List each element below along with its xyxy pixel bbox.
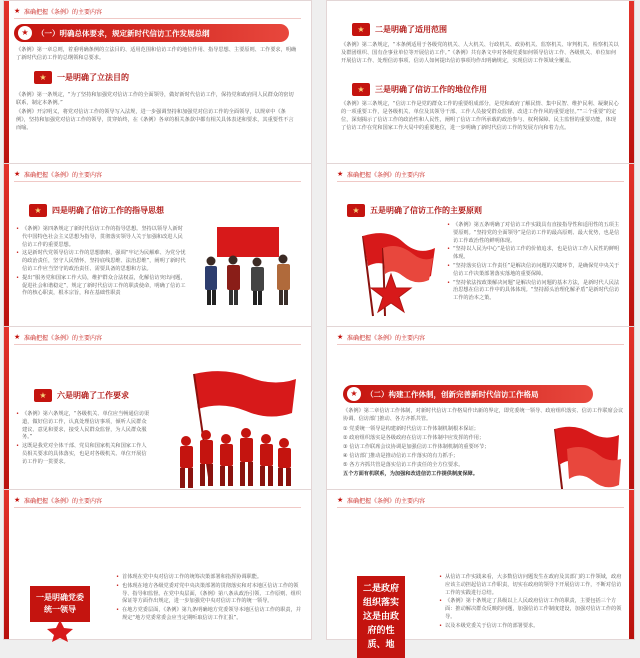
header-divider — [14, 344, 301, 345]
list-item: • “坚持以人民为中心”是信访工作的价值追求，也是信访工作人民性的鲜明体现。 — [447, 246, 623, 262]
bullet-list — [447, 222, 623, 304]
header-divider — [14, 507, 301, 508]
star-icon: ★ — [14, 495, 21, 504]
slide-header — [14, 5, 102, 17]
slide-header — [337, 494, 425, 506]
bullet-list — [116, 574, 304, 624]
paragraph — [341, 100, 621, 133]
list-item: • 《条例》第六条规定，“各级机关、单位应当畅通信访渠道，做好信访工作，认真处理信访事项，倾听人民群众建议、意见和要求，接受人民群众监督，为人民群众服务。” — [16, 411, 151, 442]
slide-2[interactable] — [326, 0, 635, 172]
list-item: • “坚持依法按政策解决问题”是解决信访问题的基本方法，是新时代人民法治思想在信访工作中的具体体现。“坚持源头治理化解矛盾”是新时代信访工作的治本之策。 — [447, 280, 623, 303]
list-item: • 这是新时代党领导信访工作的思想旗帜，强调“牢记为民解难、为党分忧的政治责任，坚守人民情怀，坚持底线思维、法治思维”，阐明了新时代信访工作应当坚守的政治责任、需要具备的思想和方法。 — [16, 250, 186, 273]
title-row — [352, 23, 447, 36]
header-label: 准确把握《条例》的主要内容 — [347, 497, 426, 505]
star-icon: ★ — [337, 169, 344, 178]
subtitle: 一是明确了立法目的 — [57, 73, 129, 82]
header-divider — [14, 18, 301, 19]
body-paragraphs — [16, 91, 298, 133]
numbered-list — [343, 425, 538, 479]
list-item: • 这既是我党对全体干部、党员和国家机关和国家工作人员相关要求的具体落实，也是对各级机关、单位开展信访工作的一贯要求。 — [16, 443, 151, 466]
paragraph — [341, 41, 621, 66]
section-title: 四是明确了信访工作的指导思想 — [52, 206, 164, 215]
slide-7[interactable] — [3, 489, 312, 640]
conclusion: 五个方面有机联系，为加强和改进信访工作提供制度保障。 — [343, 471, 478, 477]
star-icon: ★ — [14, 6, 21, 15]
title-row — [352, 83, 487, 96]
slide-header — [337, 331, 425, 343]
star-icon: ★ — [14, 332, 21, 341]
list-item: • 从信访工作实践来看，大多数信访问题发生在政府及其部门的工作领域，政府应该主动担起信访工作职责，切实在政府的领导下开展信访工作，不断对信访工作的实践进行总结。 — [439, 574, 625, 597]
slide-left-band — [4, 327, 9, 497]
list-item: • 《条例》第十条规定了县级以上人民政府信访工作的职责，主要包括三个方面：推动解决群众反映的问题，加强信访工作制度建设，加强对信访工作的领导。 — [439, 598, 625, 621]
emblem-icon: ★ — [34, 71, 52, 84]
intro-paragraph — [16, 46, 298, 63]
list-item: • 提出“服务党和国家工作大局，维护群众合法权益，化解信访突出问题，促进社会和谐稳定”，规定了新时代信访工作的职责使命，明确了信访工作的核心职责，根本宗旨，和在基础性职责 — [16, 275, 186, 298]
list-item: • “坚持落实信访工作责任”是解决信访问题的关键环节，是确保党中央关于信访工作决策部署落实落地的重要保障。 — [447, 263, 623, 279]
header-divider — [337, 181, 624, 182]
side-label-box — [357, 576, 405, 658]
section-title: 二是明确了适用范围 — [375, 25, 447, 34]
section-title: 五是明确了信访工作的主要原则 — [370, 206, 482, 215]
emblem-icon: ★ — [347, 204, 365, 217]
list-item: • 《条例》第五条明确了对信访工作实践具有直接指导性和适用性的五项主要原则。“坚持党的全面领导”是信访工作的最高原则、最大优势，也是信访工作政治性的鲜明体现。 — [447, 222, 623, 245]
slide-5[interactable] — [3, 326, 312, 498]
slide-8[interactable] — [326, 489, 635, 650]
side-label: 一是明确党委统一领导 — [36, 593, 84, 614]
list-item: ④ 信访部门推动是推动信访工作落实的有力抓手； — [343, 453, 459, 459]
star-icon: ★ — [14, 169, 21, 178]
slide-right-band — [629, 164, 634, 334]
emblem-icon: ★ — [29, 204, 47, 217]
intro-paragraph — [343, 407, 625, 424]
emblem-icon: ★ — [352, 23, 370, 36]
list-item: • 《条例》第四条规定了新时代信访工作的指导思想。坚持以领导人新时代中国特色社会主义思想为指导，贯彻落实领导人关于加强和改进人民信访工作的重要思想。 — [16, 226, 186, 249]
list-item: • 在地方党委层面，《条例》第九条明确地方党委领导本地区信访工作的职责，并规定“地方党委常委会应当定期听取信访工作汇报”。 — [116, 607, 304, 623]
star-icon: ★ — [347, 387, 361, 401]
slide-header — [14, 494, 102, 506]
slide-4[interactable] — [326, 163, 635, 335]
list-item: ③ 信访工作联席会议协调是加强信访工作体制机制的重要环节； — [343, 444, 490, 450]
star-icon: ★ — [337, 495, 344, 504]
header-label: 准确把握《条例》的主要内容 — [347, 171, 426, 179]
slide-right-band — [629, 490, 634, 639]
star-icon: ★ — [18, 26, 32, 40]
list-item: • 以及本级党委关于信访工作的部署要求。 — [439, 623, 625, 631]
paragraph-text: 《条例》第二条规定，“本条例适用于各级党的机关、人大机关、行政机关、政协机关、监察机关、审判机关、检察机关以及群团组织、国有企事业单位等开展信访工作。”《条例》共有条文中对各级党委如何领导信访工作、各级机关、单位如何开展信访工作、处理信访事项、信访人如何提出信访事项均作出明确规定，实现信访工作领域全覆盖。 — [341, 42, 619, 64]
section-pill — [14, 24, 289, 42]
bullet-list — [16, 411, 151, 468]
slide-header — [14, 168, 102, 180]
header-label: 准确把握《条例》的主要内容 — [24, 171, 103, 179]
header-divider — [337, 507, 624, 508]
title-row — [347, 204, 482, 217]
paragraph-text: 《条例》第三条规定，“信访工作是党的群众工作的重要组成部分，是党和政府了解民情、集中民智、维护民利、凝聚民心的一项重要工作，是各级机关、单位及其领导干部、工作人员接受群众监督、改进工作作风的重要途径。”“三个重要”的定位，深刻揭示了信访工作的政治性和人民性，阐明了信访工作所承载的政治参与、权利保障、民主监督的重要功能，体现了信访工作在党和国家工作大局中的重要地位，进一步明确了新时代信访工作的发展方向和着力点。 — [341, 101, 619, 131]
people-with-flag-illustration — [199, 227, 304, 307]
slide-header — [337, 168, 425, 180]
bullet-list — [16, 226, 186, 299]
slide-right-band — [629, 327, 634, 497]
section-title: （一）明确总体要求，规定新时代信访工作发展总纲 — [37, 28, 210, 38]
body-paragraph: 《条例》开宗明义，将党对信访工作的领导写入法规，进一步强调坚持和加强党对信访工作的全面领导，以规章中《条例》，坚持和加强党对信访工作的领导，贯穿始终，在《条例》各章的相关条款中都有相关具体表述和要求，其重要性不言而喻。 — [16, 109, 294, 131]
side-label-continued: 这是由政府的性质、地 — [362, 612, 399, 650]
body-paragraph: 《条例》第一条规定，“为了坚持和加强党对信访工作的全面领导，做好新时代信访工作，保持党和政府同人民群众的密切联系，制定本条例。” — [16, 92, 294, 106]
title-row — [34, 389, 129, 402]
title-row — [29, 204, 164, 217]
slide-left-band — [4, 164, 9, 334]
section-title: （二）构建工作体制，创新完善新时代信访工作格局 — [366, 389, 539, 399]
bullet-list — [439, 574, 625, 632]
header-divider — [14, 181, 301, 182]
list-item: ② 政府组织落实是各级政府在信访工作体制中应发挥的作用； — [343, 435, 485, 441]
red-flag-star-illustration — [343, 228, 438, 318]
slide-3[interactable] — [3, 163, 312, 335]
slide-6[interactable] — [326, 326, 635, 498]
slide-right-band — [629, 1, 634, 171]
marching-crowd-flag-illustration — [164, 369, 304, 494]
header-label: 准确把握《条例》的主要内容 — [24, 8, 103, 16]
slide-header — [14, 331, 102, 343]
subtitle-row — [34, 71, 129, 84]
side-label-box — [30, 586, 90, 622]
intro-text: 《条例》第二章信访工作体制，对新时代信访工作格局作出新的界定，即党委统一领导、政府组织落实、信访工作联席会议协调、信访部门推动、各方齐抓共管。 — [343, 408, 624, 422]
emblem-icon: ★ — [34, 389, 52, 402]
slide-left-band — [4, 490, 9, 639]
section-pill — [343, 385, 593, 403]
emblem-icon: ★ — [352, 83, 370, 96]
slide-left-band — [4, 1, 9, 171]
section-title: 三是明确了信访工作的地位作用 — [375, 85, 487, 94]
list-item: ⑤ 各方齐抓共管是落实信访工作责任的全方位要求。 — [343, 462, 464, 468]
intro-text: 《条例》第一章总则，着重明确条例的立法目的、适用范围和信访工作的地位作用、指导思想、主要原则、工作要求，明确了新时代信访工作的总纲领和总要求。 — [16, 47, 297, 61]
side-label: 二是政府组织落实 — [362, 584, 399, 608]
header-label: 准确把握《条例》的主要内容 — [24, 334, 103, 342]
emblem-star-icon — [42, 618, 78, 642]
list-item: • 首体现在党中央对信访工作的统筹决策部署和指挥协调职能。 — [116, 574, 304, 582]
header-label: 准确把握《条例》的主要内容 — [347, 334, 426, 342]
star-icon: ★ — [337, 332, 344, 341]
list-item: ① 党委统一领导是构建新时代信访工作体制机制根本保证； — [343, 426, 479, 432]
list-item: • 也体现在地方各级党委对党中央决策部署的贯彻落实和对本地区信访工作的领导、指导和监督。在党中央层面，《条例》第八条从政治引领、工作原则、组织保证等方面作出规定，进一步加强党中央对信访工作的统一领导。 — [116, 583, 304, 606]
section-title: 六是明确了工作要求 — [57, 391, 129, 400]
header-label: 准确把握《条例》的主要内容 — [24, 497, 103, 505]
header-divider — [337, 344, 624, 345]
slide-1[interactable] — [3, 0, 312, 172]
